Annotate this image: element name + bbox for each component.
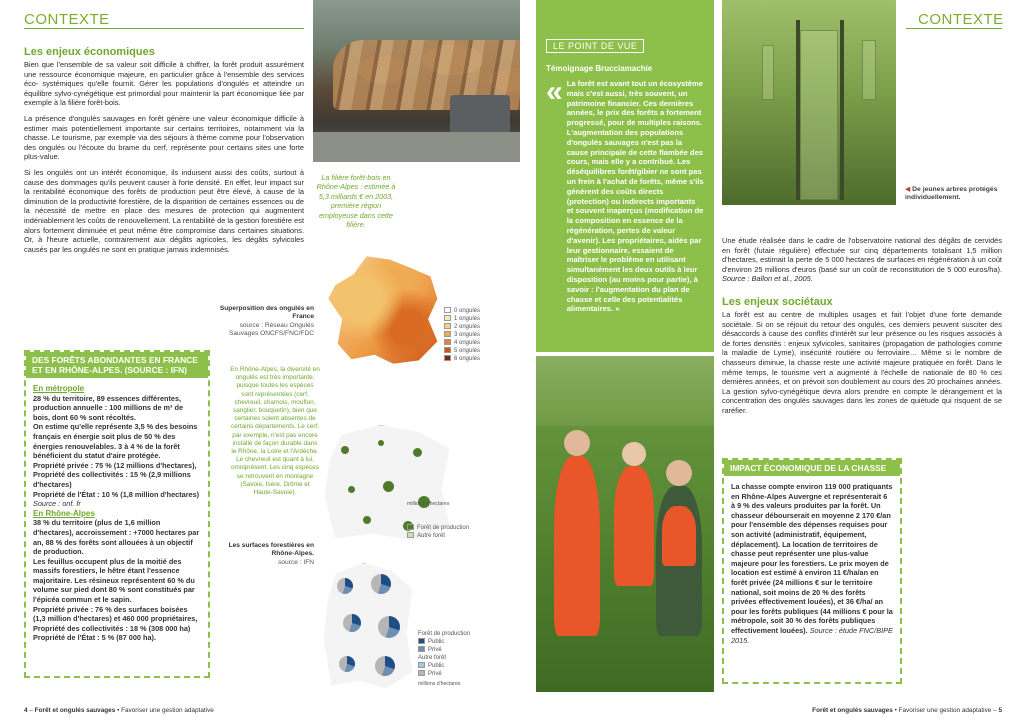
paragraph: Bien que l'ensemble de sa valeur soit difficile à chiffrer, la forêt produit assurément une ressource économique majeure, en particulier grâce à l'ensemble des services éco- systémiques qu'elle fournit. Gérer les populations d'ongulés et atteindre un équilibre sylvo-cynégétique est primordial pour maintenir la part économique liée par exemple à la filière forêt-bois. bbox=[24, 60, 304, 108]
legend-swatch bbox=[444, 323, 451, 329]
box-body bbox=[26, 378, 208, 649]
box-subtitle: En Rhône-Alpes bbox=[33, 508, 95, 518]
legend-swatch bbox=[444, 339, 451, 345]
legend-swatch bbox=[418, 670, 425, 676]
quote-mark-icon: « bbox=[546, 75, 563, 108]
legend-item: Privé bbox=[418, 670, 493, 678]
vest-shape bbox=[662, 506, 696, 566]
photo-caption-trees: ◀ De jeunes arbres protégés individuellement. bbox=[905, 186, 998, 202]
hunting-impact-box bbox=[722, 458, 902, 684]
box-source: Source : étude FNC/BIPE 2015. bbox=[731, 625, 893, 645]
pie-marker bbox=[378, 616, 400, 638]
legend-item: Privé bbox=[418, 646, 493, 654]
tree-tube-shape bbox=[762, 45, 774, 100]
legend-item: 0 ongulés bbox=[444, 307, 514, 315]
legend-swatch bbox=[444, 347, 451, 353]
map1-title: Superposition des ongulés en France source : Réseau Ongulés Sauvages ONCFS/FNC/FDC bbox=[219, 305, 314, 338]
france-ungulates-map bbox=[326, 254, 442, 366]
box-title: IMPACT ÉCONOMIQUE DE LA CHASSE bbox=[724, 460, 900, 476]
map1-legend bbox=[444, 307, 514, 363]
legend-item: Autre forêt bbox=[407, 532, 477, 540]
context-label-right: CONTEXTE bbox=[918, 11, 1004, 28]
data-dot bbox=[413, 448, 422, 457]
legend-swatch bbox=[418, 662, 425, 668]
legend-swatch bbox=[444, 331, 451, 337]
tree-tube-shape bbox=[862, 40, 876, 100]
tree-tube-shape bbox=[800, 30, 838, 200]
triangle-left-icon: ◀ bbox=[905, 186, 911, 193]
pie-marker bbox=[339, 656, 355, 672]
footer-title: Forêt et ongulés sauvages bbox=[812, 707, 893, 714]
hunters-photo bbox=[536, 356, 714, 692]
data-dot bbox=[363, 516, 371, 524]
legend-swatch bbox=[418, 646, 425, 652]
legend-item: 1 ongulés bbox=[444, 315, 514, 323]
box-line: Les feuillus occupent plus de la moitié des massifs forestiers, le hêtre étant l'essence majoritaire. Les résineux représentent 60 % du volume sur pied dont 80 % sont constitués par l'épicéa commun et le sapin. bbox=[33, 556, 195, 605]
field-shape bbox=[536, 356, 714, 426]
paragraph: Si les ongulés ont un intérêt économique, ils induisent aussi des coûts, surtout à cause des dommages qu'ils peuvent causer à forte densité. En effet, leur impact sur la rentabilité économique des forêts de production peut être élevé, à cause de la diminution de la productivité forestière, de la disparition de certaines essences ou de la nécessité de mettre en place des mesures de protection qui augmentent indéniablement les coûts de renouvellement. La rentabilité de la gestion forestière est alors fortement diminuée et peut même être compromise dans certaines situations. Or, à l'heure actuelle, contrairement aux dégâts agricoles, les dégâts sylvicoles causés par les ongulés ne sont en pratique jamais indemnisés. bbox=[24, 167, 304, 254]
legend-item: Public bbox=[418, 638, 493, 646]
photo-caption-filiere: La filière forêt-bois en Rhône-Alpes : estimée à 5,3 milliards € en 2003, première région employeuse dans cette filière. bbox=[316, 173, 396, 230]
legend-swatch bbox=[407, 524, 414, 530]
box-line: 38 % du territoire (plus de 1,6 million d'hectares), accroissement : +7000 hectares par an, 88 % des forêts sont allouées à un objectif de production. bbox=[33, 518, 200, 557]
data-dot bbox=[341, 446, 349, 454]
box-line: Propriété des collectivités : 18 % (308 000 ha) bbox=[33, 623, 191, 633]
legend-swatch bbox=[444, 315, 451, 321]
legend-head: Forêt de production bbox=[418, 631, 471, 637]
legend-unit: millions d'hectares bbox=[407, 501, 450, 507]
page-number: 4 bbox=[24, 707, 28, 714]
context-label-left: CONTEXTE bbox=[24, 11, 110, 28]
footer-left: 4 – Forêt et ongulés sauvages • Favoriser une gestion adaptative bbox=[24, 707, 214, 714]
box-line: Propriété des collectivités : 15 % (2,9 millions d'hectares) bbox=[33, 470, 191, 489]
box-line: 28 % du territoire, 89 essences différentes, production annuelle : 100 millions de m³ de bois, dont 60 % sont récoltés. bbox=[33, 393, 184, 422]
box-line: Propriété de l'État : 10 % (1,8 million d'hectares) bbox=[33, 489, 200, 499]
legend-swatch bbox=[444, 355, 451, 361]
forest-facts-box bbox=[24, 350, 210, 678]
section-title-societal: Les enjeux sociétaux bbox=[722, 296, 833, 308]
pdv-quote-wrap bbox=[546, 75, 704, 314]
map2-text: En Rhône-Alpes, la diversité en ongulés est très importante, puisque toutes les espèces sont représentées (cerf, chevreuil, chamois, mouflon, sanglier, bouquetin), bien que certaines soient absentes de certains départements. Le cerf, par exemple, n'est pas encore installé de façon durable dans le Rhône, la Loire et l'Ardèche. Le chevreuil est quant à lui, omniprésent. Les cinq espèces se retrouvent en montagne (Savoie, Isère, Drôme et Haute-Savoie). bbox=[230, 366, 320, 497]
legend-item: Public bbox=[418, 662, 493, 670]
legend-item: 2 ongulés bbox=[444, 323, 514, 331]
footer-title: Forêt et ongulés sauvages bbox=[34, 707, 116, 714]
box-line: Propriété de l'État : 5 % (87 000 ha). bbox=[33, 633, 156, 643]
legend-unit: millions d'hectares bbox=[418, 681, 461, 687]
rhone-alpes-pie-map bbox=[322, 563, 414, 691]
post-shape bbox=[840, 20, 844, 200]
header-rule-left bbox=[24, 28, 304, 29]
legend-head: Autre forêt bbox=[418, 655, 447, 661]
head-shape bbox=[564, 430, 590, 456]
box-subtitle: En métropole bbox=[33, 384, 85, 393]
legend-swatch bbox=[407, 532, 414, 538]
box-title: DES FORÊTS ABONDANTES EN FRANCE ET EN RHÔNE-ALPES. (SOURCE : IFN) bbox=[26, 352, 208, 378]
footer-subtitle: Favoriser une gestion adaptative bbox=[898, 707, 992, 714]
box-line: Propriété privée : 75 % (12 millions d'hectares), bbox=[33, 460, 197, 470]
section-body-economic bbox=[24, 60, 304, 260]
section-body-societal: La forêt est au centre de multiples usages et fait l'objet d'une forte demande sociétale. Si on se réjouit du retour des ongulés, ces derniers peuvent susciter des désaccords à cause des conflits d'intérêt sur leur présence ou les risques associés à de fortes densités : enjeux sylvicoles, sanitaires (propagation de pathologies comme la maladie de Lyme), insécurité routière ou ferroviaire… Même si le nombre de chasseurs diminue, la chasse reste une activité majeure pratiquée en forêt. Dans le même temps, le tourisme vert a augmenté à l'échelle de nationale de 80 % ces dernières années, et on prévoit son doublement au cours des 20 prochaines années. La gestion sylvo-cynégétique devra alors prendre en compte le dérangement et la concentration des ongulés sauvages dans les zones de quiétude qui risquent de se raréfier. bbox=[722, 310, 1002, 415]
logging-truck-photo bbox=[313, 0, 520, 162]
pdv-quote: La forêt est avant tout un écosystème mais c'est aussi, très souvent, un patrimoine financier. Ces dernières années, le prix des forêts a fortement progressé, pour de multiples raisons. L'augmentation des populations d'ongulés sauvages n'est pas la cause principale de cette flambée des cours, mais elle y a contribué. Les déséquilibres forêt/gibier ne sont pas un frein à l'achat de forêts, même s'ils génèrent des coûts directs (protection) ou indirects importants et souvent inaperçus (modification de la composition en essence de la régénération, pertes de valeur d'avenir). Les propriétaires, aidés par leur gestionnaire, essaient de maîtriser le problème en utilisant simultanément les deux outils à leur disposition (au moins pour partie), à savoir : l'augmentation du plan de chasse et celle des potentialités alimentaires. » bbox=[566, 79, 704, 314]
legend-item: 6 ongulés bbox=[444, 355, 514, 363]
legend-item: 4 ongulés bbox=[444, 339, 514, 347]
footer-subtitle: Favoriser une gestion adaptative bbox=[121, 707, 214, 714]
data-dot bbox=[378, 440, 384, 446]
head-shape bbox=[622, 442, 646, 466]
legend-swatch bbox=[444, 307, 451, 313]
legend-item: Forêt de production bbox=[407, 524, 477, 532]
box-body: La chasse compte environ 119 000 pratiquants en Rhône-Alpes Auvergne et représenterait 6 à 9 % des valeurs produites par la forêt. Un chasseur débourserait en moyenne 2 170 €/an pour l'ensemble des dépenses requises pour son activité (administratif, équipement, déplacement). La location de territoires de chasse peut représenter une plus-value majeure pour les forestiers. Le prix moyen de location est estimé à environ 11 €/ha/an en forêt privée (24 millions € sur le territoire national, soit moins de 20 % des forêts privées effectivement louées), et 36 €/ha/ an pour les forêts publiques (44 millions € pour la métropole, soit 30 % des forêts publiques effectivement louées). Source : étude FNC/BIPE 2015. bbox=[731, 482, 893, 645]
box-source: Source : onf. fr bbox=[33, 499, 81, 509]
pie-marker bbox=[337, 578, 353, 594]
data-dot bbox=[348, 486, 355, 493]
hunter-shape bbox=[614, 466, 654, 586]
box-line: On estime qu'elle représente 3,5 % des besoins français en énergie soit plus de 50 % des énergies renouvelables. 3 à 4 % de la forêt bénéficient du statut d'aire protégée. bbox=[33, 422, 198, 461]
header-rule-right bbox=[906, 28, 1002, 29]
pie-marker bbox=[343, 614, 361, 632]
map2-legend bbox=[407, 500, 477, 540]
pdv-tag: LE POINT DE VUE bbox=[546, 39, 644, 53]
hunter-shape bbox=[554, 456, 600, 636]
pie-marker bbox=[371, 574, 391, 594]
legend-swatch bbox=[418, 638, 425, 644]
paragraph: La présence d'ongulés sauvages en forêt génère une valeur économique difficile à estimer mais potentiellement importante sur certains territoires, notamment via la chasse. Le tourisme, par exemple via des séjours à thème comme pour l'observation des ongulés ou l'écoute du brame du cerf, représente pour certains sites une forte plus-value. bbox=[24, 113, 304, 162]
legend-item: 3 ongulés bbox=[444, 331, 514, 339]
page-number: 5 bbox=[998, 707, 1002, 714]
legend-item: 5 ongulés bbox=[444, 347, 514, 355]
study-text: Une étude réalisée dans le cadre de l'observatoire national des dégâts de cervidés en forêt (futaie régulière) effectuée sur cinq départements totalisant 1,5 million d'hectares, estimait la perte de 5 000 hectares de surfaces en régénération à un coût d'environ 25 millions d'euros (basé sur un coût de reconstitution de 5 000 euros/ha). Source : Ballon et al., 2005. bbox=[722, 236, 1002, 284]
footer-right: Forêt et ongulés sauvages • Favoriser une gestion adaptative – 5 bbox=[812, 707, 1002, 714]
road-shape bbox=[313, 132, 520, 162]
head-shape bbox=[666, 460, 692, 486]
box-line: Propriété privée : 76 % des surfaces boisées (1,3 million d'hectares) et 460 000 propriétaires, bbox=[33, 604, 198, 624]
protected-trees-photo bbox=[722, 0, 896, 205]
data-dot bbox=[383, 481, 394, 492]
section-title-economic: Les enjeux économiques bbox=[24, 46, 155, 58]
pie-marker bbox=[375, 656, 395, 676]
post-shape bbox=[796, 20, 800, 200]
map3-title: Les surfaces forestières en Rhône-Alpes. source : IFN bbox=[228, 542, 314, 566]
study-source: Source : Ballon et al., 2005. bbox=[722, 274, 813, 284]
pdv-subtitle: Témoignage Brucciamachie bbox=[546, 64, 653, 73]
point-de-vue-panel bbox=[536, 0, 714, 352]
map3-legend bbox=[418, 630, 493, 688]
